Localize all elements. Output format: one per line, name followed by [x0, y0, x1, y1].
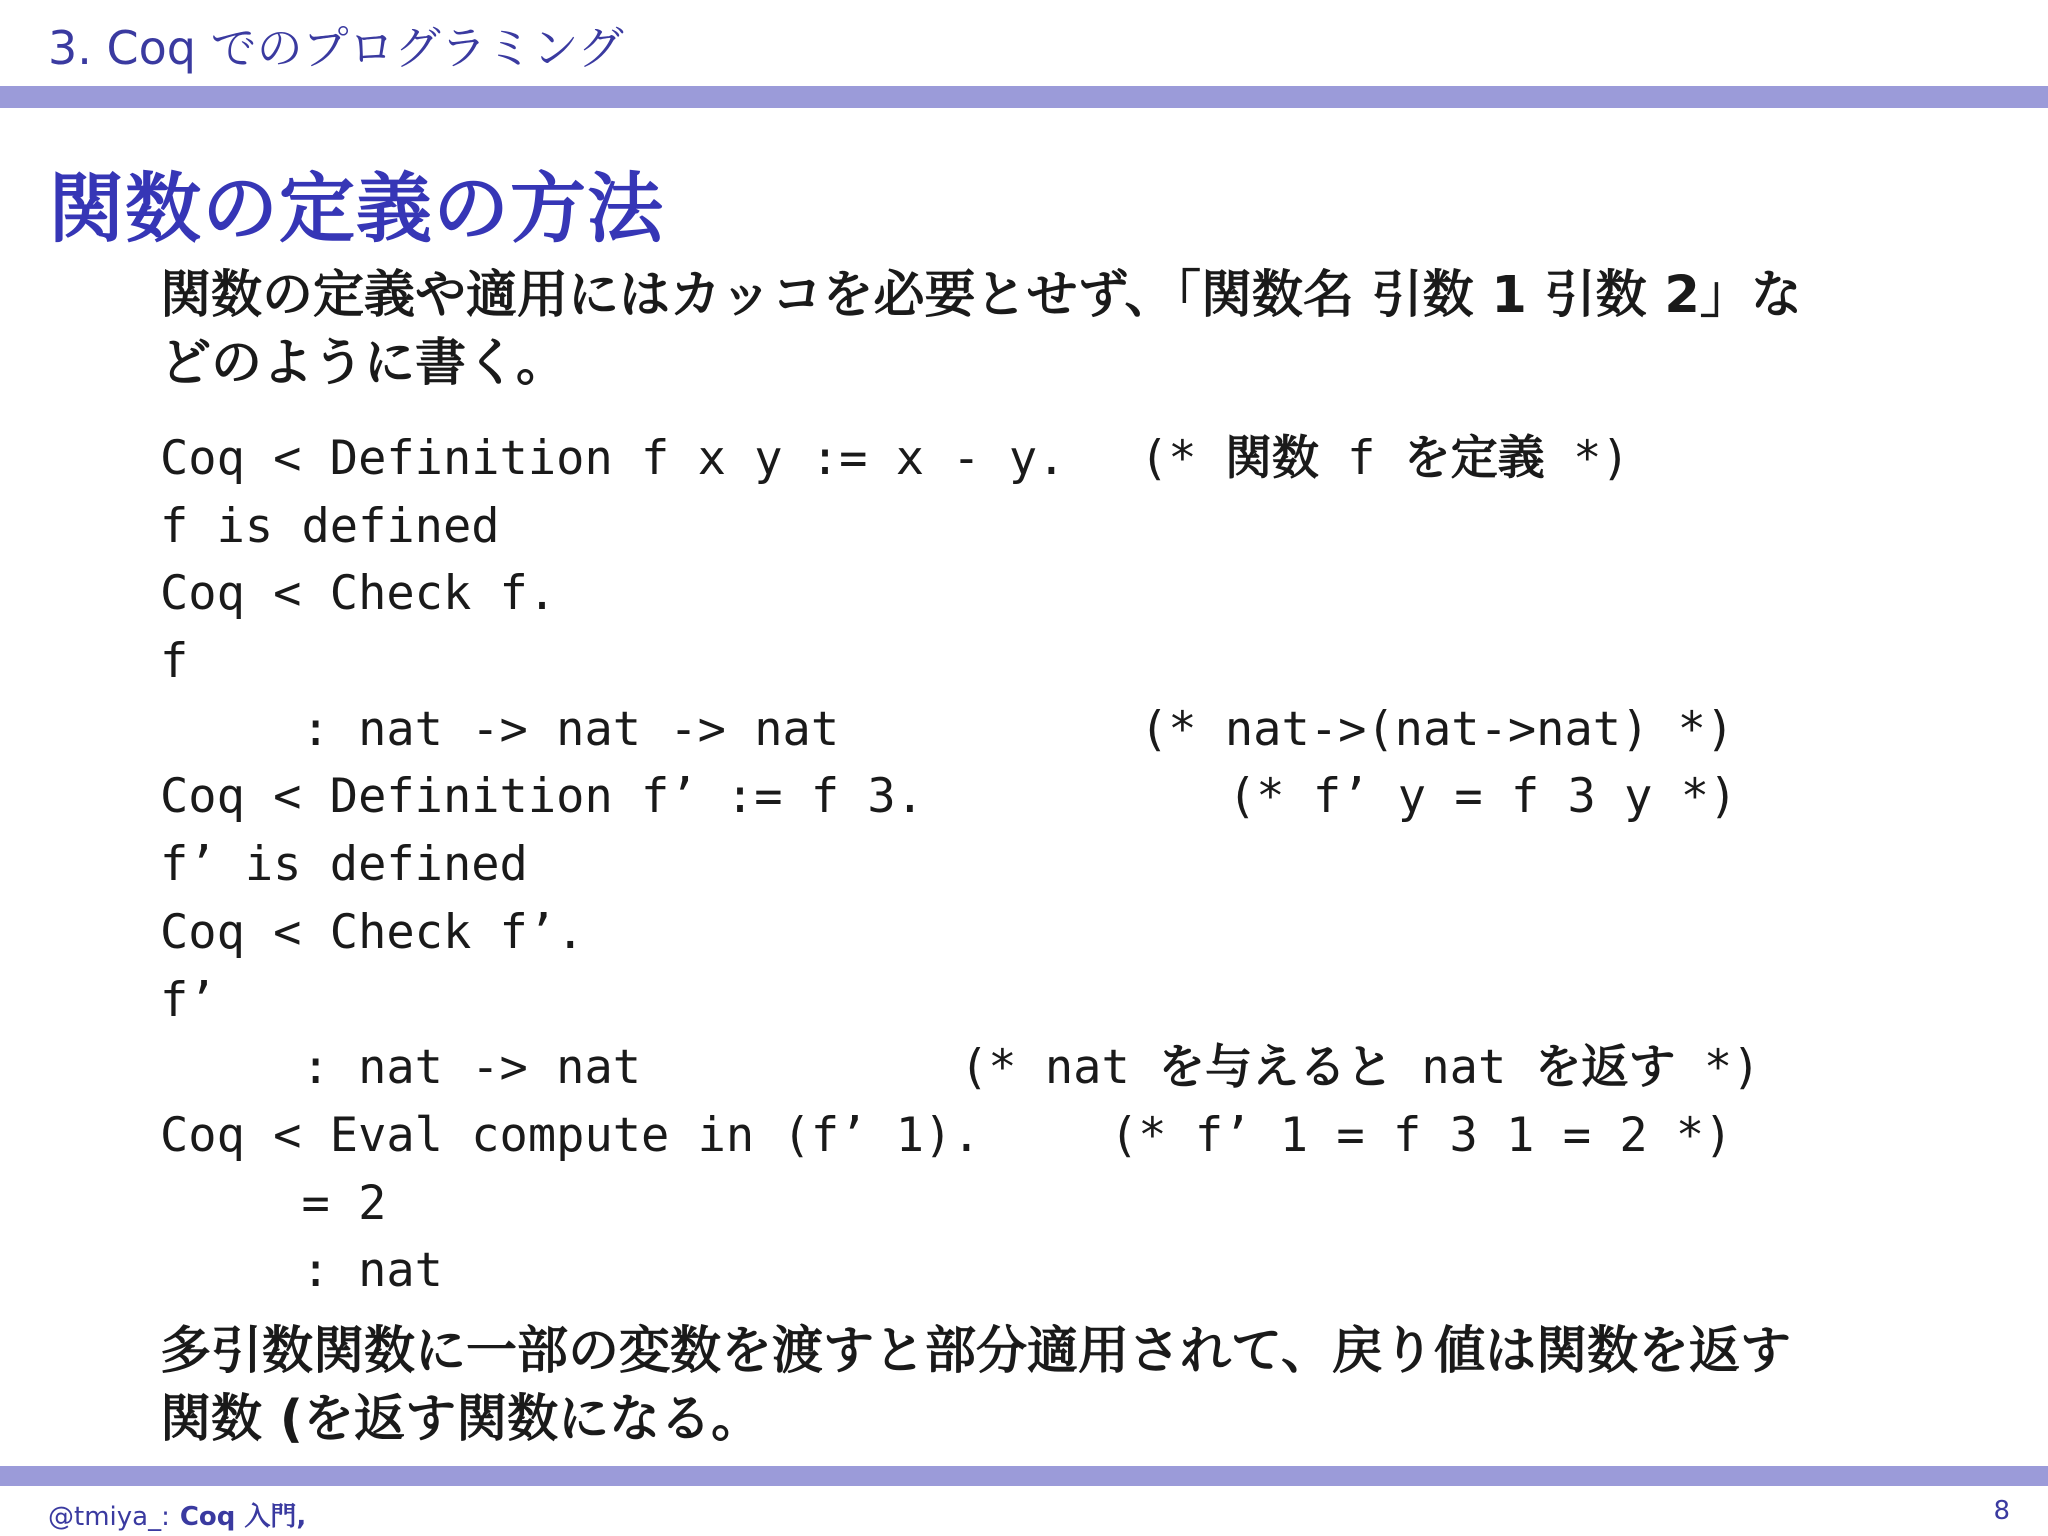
- footer-title: Coq 入門,: [179, 1502, 307, 1532]
- code-text: Coq < Check f’.: [160, 904, 585, 960]
- comment-part: (* nat: [960, 1040, 1159, 1096]
- intro-line-1: 関数の定義や適用にはカッコを必要とせず、「関数名 引数 1 引数 2」な: [160, 266, 1802, 325]
- code-line: [160, 628, 1940, 696]
- code-comment: (* nat->(nat->nat) *): [1140, 701, 1735, 757]
- code-line: [160, 831, 1940, 899]
- page-number: 8: [1993, 1496, 2010, 1526]
- code-text: Coq < Check f.: [160, 566, 557, 622]
- code-text: Coq < Definition f’ := f 3.: [160, 769, 925, 825]
- code-line: [160, 1237, 1940, 1305]
- code-text: f’ is defined: [160, 837, 528, 893]
- comment-part: nat: [1393, 1040, 1535, 1096]
- comment-part: を定義: [1403, 431, 1545, 486]
- code-line: [160, 899, 1940, 967]
- comment-part: *): [1544, 431, 1630, 486]
- code-line: [160, 493, 1940, 561]
- section-header: 3. Coq でのプログラミング: [48, 21, 624, 75]
- code-line: [160, 1034, 1940, 1102]
- outro-paragraph: [160, 1318, 1900, 1454]
- code-text: f’: [160, 972, 217, 1028]
- code-text: f is defined: [160, 498, 500, 554]
- intro-paragraph: [160, 262, 1900, 398]
- header-bar: [0, 86, 2048, 108]
- outro-line-2: 関数 (を返す関数になる。: [160, 1390, 763, 1449]
- code-text: : nat: [160, 1243, 443, 1299]
- code-line: [160, 425, 1940, 493]
- code-line: [160, 967, 1940, 1035]
- comment-part: を返す: [1534, 1040, 1676, 1096]
- comment-part: 関数: [1224, 431, 1319, 486]
- comment-part: *): [1675, 1040, 1761, 1096]
- code-text: = 2: [160, 1175, 387, 1231]
- code-line: [160, 1102, 1940, 1170]
- code-text: f: [160, 634, 189, 690]
- code-text: Coq < Definition f x y := x - y.: [160, 431, 1066, 486]
- footer-bar: [0, 1466, 2048, 1486]
- comment-part: (*: [1140, 431, 1225, 486]
- comment-part: f: [1318, 431, 1404, 486]
- comment-part: を与えると: [1158, 1040, 1394, 1096]
- code-text: : nat -> nat: [160, 1040, 642, 1096]
- code-line: [160, 1170, 1940, 1238]
- code-block: [160, 425, 1940, 1305]
- slide-title: 関数の定義の方法: [48, 164, 664, 253]
- footer-author: @tmiya_:: [48, 1502, 170, 1532]
- outro-line-1: 多引数関数に一部の変数を渡すと部分適用されて、戻り値は関数を返す: [160, 1322, 1791, 1381]
- code-comment: (* f’ 1 = f 3 1 = 2 *): [1110, 1107, 1733, 1163]
- code-text: Coq < Eval compute in (f’ 1).: [160, 1107, 981, 1163]
- footer: [48, 1496, 306, 1533]
- code-line: [160, 560, 1940, 628]
- code-text: : nat -> nat -> nat: [160, 701, 840, 757]
- intro-line-2: どのように書く。: [160, 334, 567, 393]
- code-comment: [1140, 425, 1630, 493]
- code-line: [160, 696, 1940, 764]
- code-line: [160, 763, 1940, 831]
- code-comment: [960, 1034, 1760, 1102]
- code-comment: (* f’ y = f 3 y *): [1228, 769, 1738, 825]
